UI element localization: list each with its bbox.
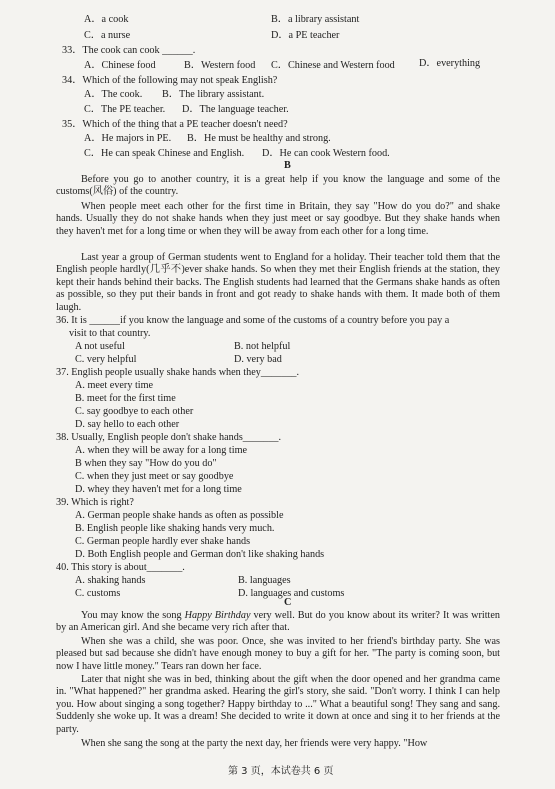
q36-option-d: D. very bad [234,354,282,365]
q36-option-a: A not useful [75,341,125,352]
q38-option-d: D. whey they haven't met for a long time [75,484,242,495]
q35-option-b: B．He must be healthy and strong. [187,133,331,144]
q36-option-c: C. very helpful [75,354,137,365]
q40-option-d: D. languages and customs [238,588,345,599]
q39-option-a: A. German people shake hands as often as possible [75,510,284,521]
q39-option-b: B. English people like shaking hands very much. [75,523,275,534]
section-b-paragraph-2: When people meet each other for the first time in Britain, they say "How do you do?" and shake hands. Usually they do not shake hands when they just meet or say goodbye. But they shake hands when they haven't met for a long time or when they will be away from each other for a long time. [56,201,500,237]
q34-stem: 34．Which of the following may not speak English? [62,75,278,86]
song-title: Happy Birthday [184,610,251,621]
q32-option-c: C．a nurse [84,30,131,41]
q37-stem: 37. English people usually shake hands when they_______. [56,367,300,378]
section-c-paragraph-2: When she was a child, she was poor. Once, she was invited to her friend's birthday party. She was pleased but sad because she didn't have enough money to buy a gift for her. "The party is coming soon, but now I have little money." Tears ran down her face. [56,636,500,672]
q38-option-c: C. when they just meet or say goodbye [75,471,234,482]
q39-stem: 39. Which is right? [56,497,134,508]
q35-option-a: A．He majors in PE. [84,133,172,144]
q37-option-b: B. meet for the first time [75,393,176,404]
q33-option-d: D．everything [419,58,481,69]
q35-option-c: C．He can speak Chinese and English. [84,148,245,159]
section-c-p1-post: very well. But do you know about its writer? It was written by an American girl. And she became very rich after that. [56,610,501,634]
q37-option-c: C. say goodbye to each other [75,406,194,417]
q36-option-b: B. not helpful [234,341,291,352]
q39-option-c: C. German people hardly ever shake hands [75,536,251,547]
q40-option-c: C. customs [75,588,121,599]
q40-option-a: A. shaking hands [75,575,146,586]
section-c-paragraph-3: Later that night she was in bed, thinking about the gift when the door opened and her grandma came in. "What happened?" her grandma asked. Hearing the girl's story, she said. "Don't worry. I think I can help you. How about singing a song together? Happy birthday to ..." What a beautiful song! They sang and sang. Suddenly she woke up. It was a dream! She decided to write it down at once and sing it to her friends at the party. [56,674,500,735]
q38-option-a: A. when they will be away for a long time [75,445,248,456]
section-b-paragraph-3: Last year a group of German students went to England for a holiday. Their teacher told them that the English people hardly(几乎不)ever shake hands. So when they met their English friends at the station, they kept their hands behind their backs. The English students had learned that the Germans shake hands as often as possible, so they put their bands in front and got ready to shake hands with them. It made both of them laugh. [56,252,500,313]
section-c-label: C [284,597,292,608]
q40-option-b: B. languages [238,575,291,586]
q32-option-b: B．a library assistant [271,14,360,25]
section-b-paragraph-1: Before you go to another country, it is a great help if you know the language and some of the customs(风俗) of the country. [56,174,500,198]
q40-stem: 40. This story is about_______. [56,562,185,573]
q34-option-c: C．The PE teacher. [84,104,166,115]
q35-option-d: D．He can cook Western food. [262,148,390,159]
q38-option-b: B when they say "How do you do" [75,458,217,469]
q32-option-d: D．a PE teacher [271,30,340,41]
q35-stem: 35．Which of the thing that a PE teacher doesn't need? [62,119,288,130]
q32-option-a: A．a cook [84,14,129,25]
section-c-paragraph-4: When she sang the song at the party the next day, her friends were very happy. "How [81,738,428,749]
q33-option-c: C．Chinese and Western food [271,60,395,71]
q36-stem-line-2: visit to that country. [69,328,151,339]
q33-option-a: A．Chinese food [84,60,156,71]
q39-option-d: D. Both English people and German don't like shaking hands [75,549,325,560]
section-b-label: B [284,160,291,171]
q36-stem-line-1: 36. It is ______if you know the language and some of the customs of a country before you pay a [56,315,450,326]
section-c-p1-pre: You may know the song [81,610,185,621]
q34-option-b: B．The library assistant. [162,89,265,100]
q33-stem: 33．The cook can cook ______. [62,45,196,56]
section-c-paragraph-1 [56,610,500,635]
page-footer: 第 3 页，本试卷共 6 页 [228,766,334,777]
q33-option-b: B．Western food [184,60,256,71]
q37-option-d: D. say hello to each other [75,419,180,430]
q37-option-a: A. meet every time [75,380,154,391]
q38-stem: 38. Usually, English people don't shake hands_______. [56,432,281,443]
q34-option-a: A．The cook. [84,89,143,100]
q34-option-d: D．The language teacher. [182,104,289,115]
